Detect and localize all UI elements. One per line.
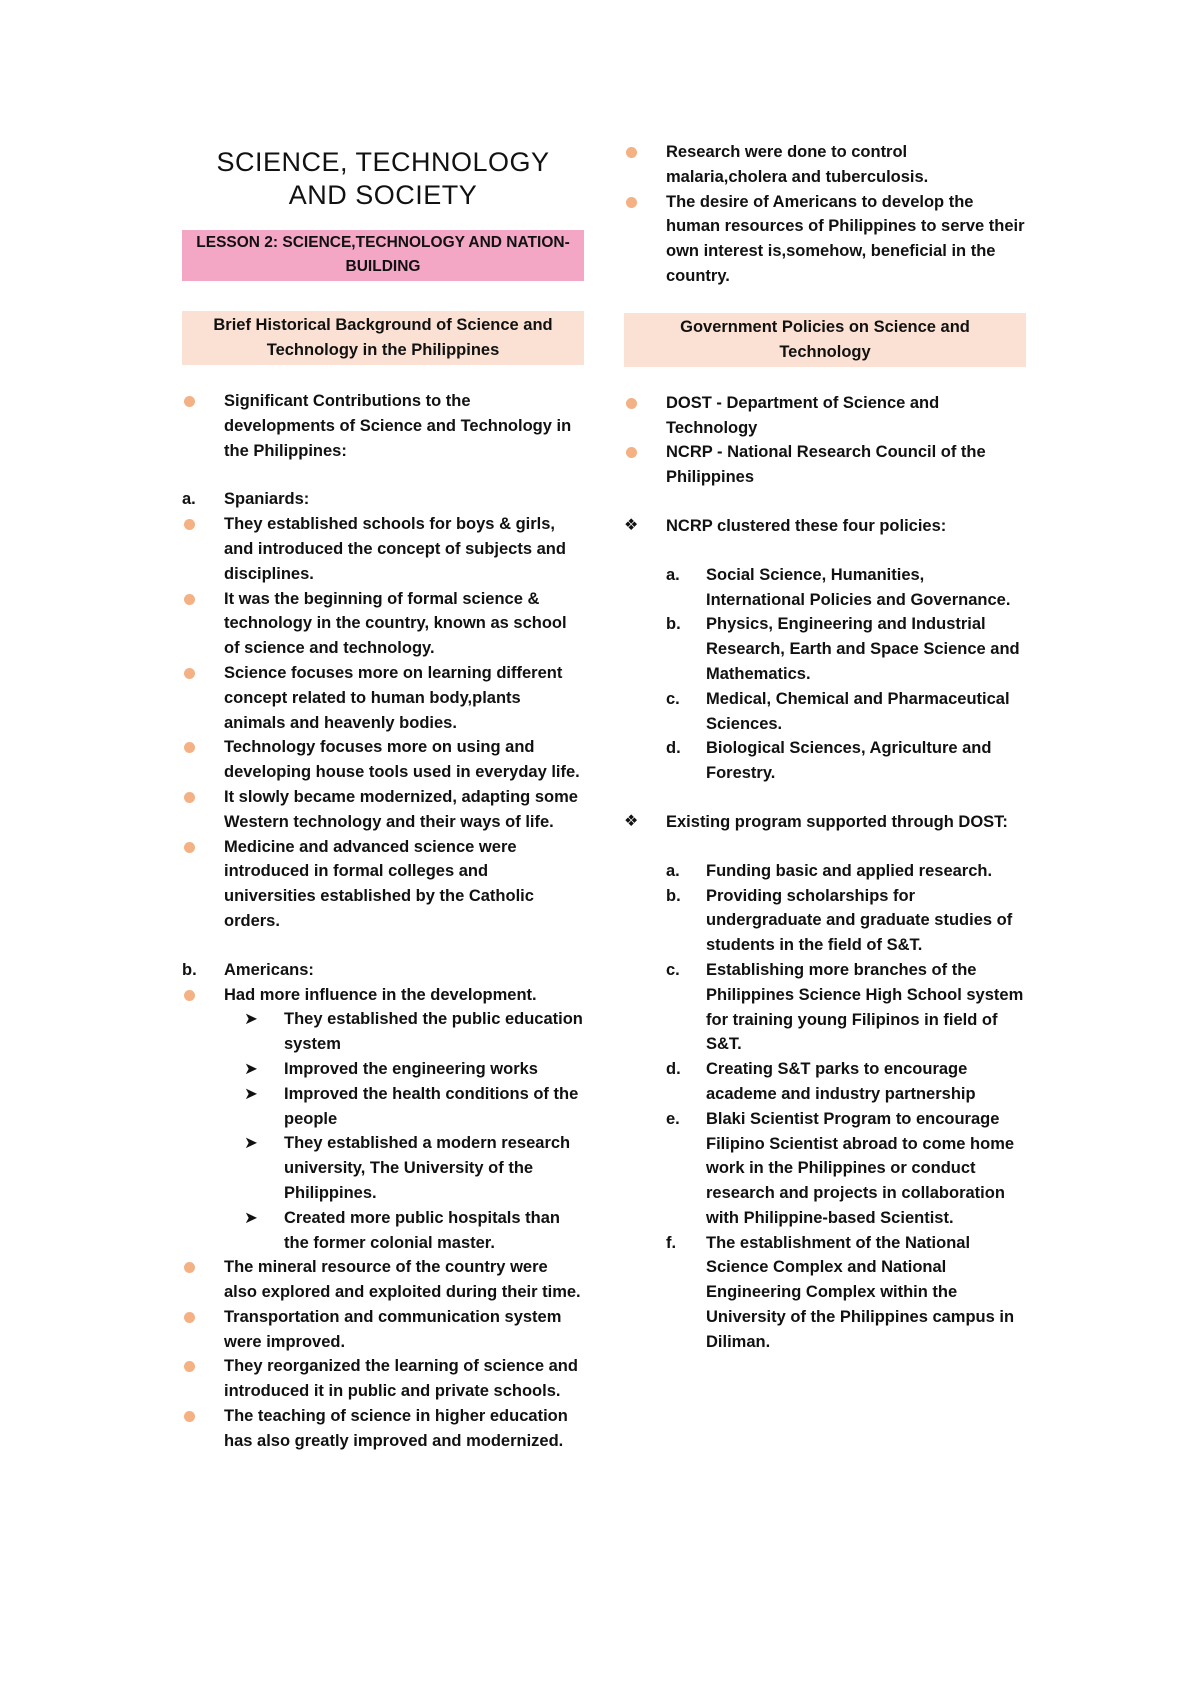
circle-bullet-icon: [184, 742, 195, 753]
list-item: [182, 661, 584, 735]
list-letter: e.: [666, 1109, 680, 1128]
list-item: [624, 563, 1026, 613]
list-item-text: Medicine and advanced science were introduced in formal colleges and universities established by the Catholic orders.: [224, 837, 534, 930]
list-item: [624, 440, 1026, 490]
circle-bullet-icon: [184, 842, 195, 853]
list-item-text: Biological Sciences, Agriculture and Forestry.: [706, 739, 992, 783]
list-item-text: Funding basic and applied research.: [706, 861, 993, 880]
list-item-text: Establishing more branches of the Philippines Science High School system for training young Filipinos in field of S&T.: [706, 960, 1024, 1054]
list-item-text: The desire of Americans to develop the human resources of Philippines to serve their own interest is,somehow, beneficial in the country.: [666, 192, 1025, 285]
list-item: [624, 958, 1026, 1057]
title-line-2: AND SOCIETY: [288, 180, 478, 210]
list-letter: a.: [666, 565, 680, 584]
list-item: [624, 1107, 1026, 1231]
spaniards-heading: [182, 487, 584, 512]
list-item: [182, 1305, 584, 1355]
circle-bullet-icon: [626, 398, 637, 409]
list-item: [182, 1404, 584, 1454]
list-letter: a.: [666, 861, 680, 880]
diamond-bullet-icon: ❖: [624, 812, 639, 830]
list-letter: b.: [666, 886, 681, 905]
list-letter: f.: [666, 1233, 677, 1252]
list-item-text: The establishment of the National Science Complex and National Engineering Complex within the University of the Philippines campus in Diliman.: [706, 1233, 1015, 1351]
list-item-text: Medical, Chemical and Pharmaceutical Sciences.: [706, 689, 1010, 733]
list-letter: d.: [666, 1060, 681, 1079]
sub-item-text: Improved the health conditions of the people: [284, 1084, 579, 1128]
list-item-text: Social Science, Humanities, International Policies and Governance.: [706, 565, 1011, 609]
lesson-heading: LESSON 2: SCIENCE,TECHNOLOGY AND NATION-BUILDING: [182, 230, 584, 281]
list-item-text: Technology focuses more on using and developing house tools used in everyday life.: [224, 738, 580, 782]
arrowhead-bullet-icon: ➤: [244, 1084, 258, 1103]
circle-bullet-icon: [626, 197, 637, 208]
circle-bullet-icon: [184, 1262, 195, 1273]
sub-list-item: [182, 1131, 584, 1205]
list-letter: a.: [182, 490, 196, 509]
list-item-text: They reorganized the learning of science and introduced it in public and private schools.: [224, 1357, 578, 1401]
policies-heading: [624, 514, 1026, 539]
policies-heading-text: NCRP clustered these four policies:: [666, 516, 947, 535]
arrowhead-bullet-icon: ➤: [244, 1134, 258, 1153]
circle-bullet-icon: [184, 594, 195, 605]
list-item: [624, 140, 1026, 190]
circle-bullet-icon: [184, 668, 195, 679]
sub-item-text: Created more public hospitals than the former colonial master.: [284, 1208, 560, 1252]
list-item-text: Had more influence in the development.: [224, 985, 537, 1004]
circle-bullet-icon: [184, 1361, 195, 1372]
list-item-text: Research were done to control malaria,cholera and tuberculosis.: [666, 143, 929, 186]
list-item: [182, 512, 584, 586]
programs-heading: [624, 810, 1026, 835]
list-item: [624, 859, 1026, 884]
americans-heading: [182, 958, 584, 983]
circle-bullet-icon: [184, 990, 195, 1001]
list-item-text: Blaki Scientist Program to encourage Filipino Scientist abroad to come home work in the Philippines or conduct research and projects in collaboration with Philippine-based Scientist.: [706, 1109, 1015, 1227]
circle-bullet-icon: [184, 396, 195, 407]
list-item: [624, 190, 1026, 289]
section-heading-history: Brief Historical Background of Science and Technology in the Philippines: [182, 311, 584, 365]
list-item: [182, 835, 584, 934]
sub-list-item: [182, 1206, 584, 1256]
left-column: [182, 140, 584, 1454]
list-item-text: It slowly became modernized, adapting some Western technology and their ways of life.: [224, 787, 578, 831]
sub-item-text: They established the public education system: [284, 1010, 583, 1054]
list-item: [624, 884, 1026, 958]
sub-item-text: They established a modern research university, The University of the Philippines.: [284, 1134, 571, 1202]
list-item: [624, 1057, 1026, 1107]
list-item: [182, 1255, 584, 1305]
list-item: [624, 1231, 1026, 1355]
list-item: [624, 687, 1026, 737]
list-item: [182, 735, 584, 785]
circle-bullet-icon: [184, 1312, 195, 1323]
document-title: [182, 146, 584, 212]
list-item: [182, 587, 584, 661]
list-item: [624, 612, 1026, 686]
programs-heading-text: Existing program supported through DOST:: [666, 812, 1008, 831]
list-item: [624, 736, 1026, 786]
right-column: [624, 140, 1026, 1355]
intro-text: Significant Contributions to the developments of Science and Technology in the Philippines:: [224, 392, 572, 460]
list-item: [624, 391, 1026, 441]
circle-bullet-icon: [626, 147, 637, 158]
arrowhead-bullet-icon: ➤: [244, 1059, 258, 1078]
list-item-text: It was the beginning of formal science & technology in the country, known as school of science and technology.: [224, 589, 567, 658]
list-letter: d.: [666, 739, 681, 758]
list-item-text: Creating S&T parks to encourage academe and industry partnership: [706, 1060, 976, 1103]
intro-item: [182, 389, 584, 463]
list-item: [182, 1354, 584, 1404]
sub-item-text: Improved the engineering works: [284, 1059, 538, 1078]
list-item-text: Science focuses more on learning different concept related to human body,plants animals and heavenly bodies.: [224, 663, 563, 732]
section-heading-policies: Government Policies on Science and Technology: [624, 313, 1026, 367]
list-item-text: The mineral resource of the country were also explored and exploited during their time.: [224, 1258, 581, 1302]
sub-list-item: [182, 1007, 584, 1057]
spaniards-label: Spaniards:: [224, 490, 310, 509]
arrowhead-bullet-icon: ➤: [244, 1208, 258, 1227]
list-letter: c.: [666, 689, 680, 708]
circle-bullet-icon: [184, 519, 195, 530]
sub-list-item: [182, 1082, 584, 1132]
list-item-text: Providing scholarships for undergraduate and graduate studies of students in the field of S&T.: [706, 886, 1013, 955]
list-item-text: DOST - Department of Science and Technology: [666, 393, 940, 437]
list-item: [182, 785, 584, 835]
list-item: [182, 983, 584, 1008]
americans-label: Americans:: [224, 960, 314, 979]
title-line-1: SCIENCE, TECHNOLOGY: [216, 147, 550, 177]
circle-bullet-icon: [626, 447, 637, 458]
circle-bullet-icon: [184, 1411, 195, 1422]
list-letter: b.: [182, 960, 197, 979]
sub-list-item: [182, 1057, 584, 1082]
list-item-text: They established schools for boys & girls, and introduced the concept of subjects and disciplines.: [224, 515, 566, 583]
list-letter: b.: [666, 615, 681, 634]
list-letter: c.: [666, 960, 680, 979]
list-item-text: Transportation and communication system were improved.: [224, 1307, 562, 1351]
circle-bullet-icon: [184, 792, 195, 803]
arrowhead-bullet-icon: ➤: [244, 1010, 258, 1029]
list-item-text: NCRP - National Research Council of the Philippines: [666, 443, 986, 487]
diamond-bullet-icon: ❖: [624, 516, 639, 534]
list-item-text: The teaching of science in higher education has also greatly improved and modernized.: [224, 1407, 568, 1450]
list-item-text: Physics, Engineering and Industrial Research, Earth and Space Science and Mathematics.: [706, 615, 1020, 683]
